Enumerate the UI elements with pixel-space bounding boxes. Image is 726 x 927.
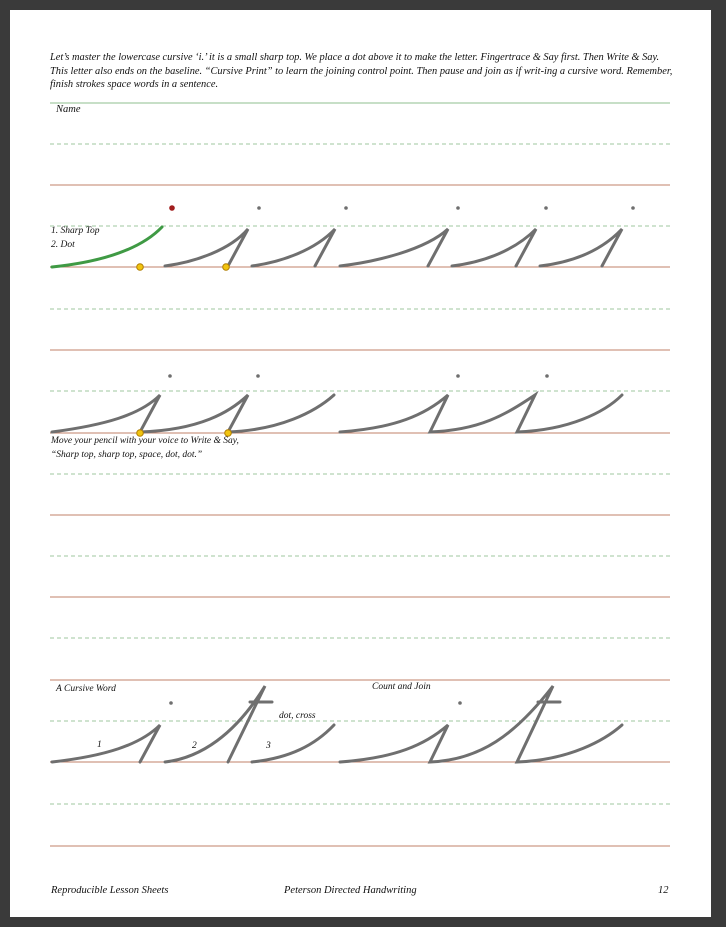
word-it-stroke-1 (52, 725, 160, 762)
trace-letter-i-4 (452, 229, 536, 266)
trace-dot-2 (344, 206, 348, 210)
joined-dot-3 (456, 374, 460, 378)
cursive-word-label: A Cursive Word (56, 684, 116, 694)
instruction-line-1: Move your pencil with your voice to Write & Say, (51, 436, 239, 446)
trace-dot-4 (544, 206, 548, 210)
instruction-line-2: “Sharp top, sharp top, space, dot, dot.” (51, 450, 203, 460)
trace-dot-3 (456, 206, 460, 210)
step-2-label: 2. Dot (51, 240, 75, 250)
stroke-number-1: 1 (97, 740, 102, 750)
letter-row-1 (52, 205, 635, 270)
letter-row-3 (52, 686, 622, 762)
trace-letter-i-1 (165, 229, 248, 266)
worksheet-page (10, 10, 711, 917)
stroke-number-2: 2 (192, 741, 197, 751)
letter-row-2 (52, 374, 622, 436)
trace-letter-i-3 (340, 229, 448, 266)
name-label: Name (56, 104, 81, 115)
joined-i-1 (52, 395, 334, 432)
word-it-stroke-2 (165, 686, 265, 762)
joined-dot-4 (545, 374, 549, 378)
stroke-number-3: 3 (266, 741, 271, 751)
joined-dot-1 (168, 374, 172, 378)
count-and-join-label: Count and Join (372, 682, 431, 692)
control-point-2 (223, 264, 230, 271)
handwriting-lines (10, 10, 711, 917)
footer-center: Peterson Directed Handwriting (284, 885, 417, 896)
word-dot-2 (458, 701, 462, 705)
trace-dot-1 (257, 206, 261, 210)
intro-paragraph: Let’s master the lowercase cursive ‘i.’ it is a small sharp top. We place a dot above it to make the letter. Fingertrace & Say first. Then Write & Say. This letter also ends on the baseline. “Cursive Print” to learn the joining control point. Then pause and join as if writ-ing a cursive word. Remember, finish strokes space words in a sentence. (50, 52, 673, 90)
dot-cross-label: dot, cross (279, 711, 316, 721)
joined-i-2 (340, 395, 622, 432)
writing-guide-lines (50, 103, 670, 846)
word-it-joined (340, 686, 622, 762)
trace-letter-i-5 (540, 229, 622, 266)
joined-dot-2 (256, 374, 260, 378)
word-dot-1 (169, 701, 173, 705)
word-it-stroke-3 (252, 725, 334, 762)
trace-letter-i-2 (252, 229, 335, 266)
trace-dot-5 (631, 206, 635, 210)
footer-left: Reproducible Lesson Sheets (51, 885, 169, 896)
step-1-label: 1. Sharp Top (51, 226, 100, 236)
control-point-1 (137, 264, 144, 271)
page-number: 12 (658, 885, 669, 896)
dot-red (169, 205, 175, 211)
